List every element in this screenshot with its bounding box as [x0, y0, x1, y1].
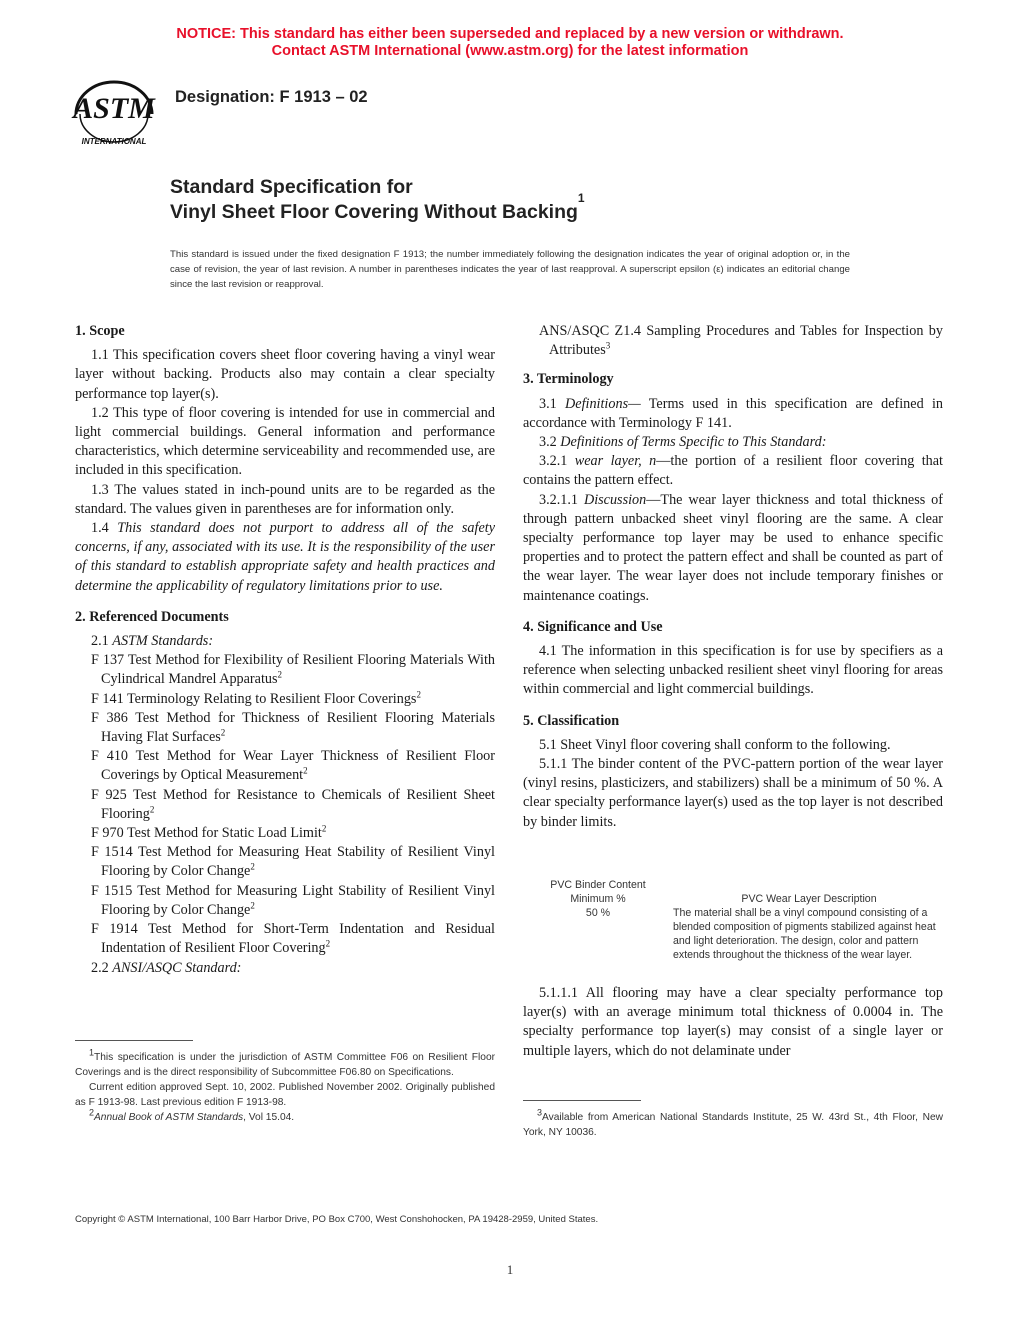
reference-fn: 2: [321, 823, 327, 834]
withdrawal-notice: [0, 26, 1020, 60]
reference-text: F 1515 Test Method for Measuring Light Stability of Resilient Vinyl Flooring by Color Change: [91, 882, 495, 918]
scope-1-4: [75, 519, 495, 596]
astm-standards-label: [75, 632, 495, 651]
classification-5-1: 5.1 Sheet Vinyl floor covering shall conform to the following.: [539, 736, 891, 753]
designation: Designation: F 1913 – 02: [175, 88, 368, 106]
page-number: 1: [506, 1262, 514, 1277]
footnote-1-text: This specification is under the jurisdiction of ASTM Committee F06 on Resilient Floor Coverings and is the direct responsibility of Subcommittee F06.80 on Specifications.: [75, 1052, 495, 1078]
term-3-2-term: Definitions of Terms Specific to This Standard:: [560, 434, 827, 451]
term-3-2-num: 3.2: [539, 434, 557, 451]
reference-item: [75, 690, 495, 709]
reference-fn: 2: [250, 861, 255, 872]
term-3-2-1-num: 3.2.1: [539, 453, 568, 470]
term-3-2-1-text: —the portion of a resilient floor covering that contains the pattern effect.: [523, 453, 943, 489]
reference-fn: 2: [325, 938, 331, 949]
document-title: [170, 175, 585, 225]
scope-1-4-text: This standard does not purport to address all of the safety concerns, if any, associated with its use. It is the responsibility of the user of this standard to establish appropriate safety and health practices and determine the applicability of regulatory limitations prior to use.: [75, 520, 495, 594]
section-heading-classification: 5. Classification: [523, 712, 620, 729]
table-col1-header-line1: PVC Binder Content: [550, 879, 646, 891]
scope-1-2: 1.2 This type of floor covering is intended for use in commercial and light commercial buildings. General information and performance characteristics, which determine serviceability and recommended use, are included in this specification.: [75, 404, 495, 479]
reference-fn: 2: [220, 727, 226, 738]
right-column-continued: [523, 984, 943, 1061]
title-footnote-ref: 1: [577, 191, 585, 205]
footnote-2-rest: , Vol 15.04.: [243, 1112, 295, 1123]
reference-fn: 2: [149, 804, 155, 815]
reference-list: [75, 651, 495, 958]
copyright: Copyright © ASTM International, 100 Barr Harbor Drive, PO Box C700, West Conshohocken, PA 19428-2959, United States.: [75, 1214, 599, 1225]
terminology-3-2-1-1: [523, 491, 943, 606]
table-col2-header: PVC Wear Layer Description: [741, 893, 877, 905]
section-heading-referenced: 2. Referenced Documents: [75, 608, 229, 625]
table-col1-header-line2: Minimum %: [570, 893, 626, 905]
section-heading-significance: 4. Significance and Use: [523, 618, 663, 635]
reference-text: F 141 Terminology Relating to Resilient Floor Coverings: [91, 690, 417, 707]
reference-item: [75, 882, 495, 920]
notice-line-2: Contact ASTM International (www.astm.org) for the latest information: [271, 43, 749, 59]
significance-4-1: 4.1 The information in this specification is for use by specifiers as a reference when selecting unbacked resilient sheet vinyl flooring for areas within commercial and light commercial buildings.: [523, 643, 943, 698]
reference-text: F 925 Test Method for Resistance to Chemicals of Resilient Sheet Flooring: [91, 786, 495, 822]
reference-text: F 1514 Test Method for Measuring Heat Stability of Resilient Vinyl Flooring by Color Change: [91, 844, 495, 880]
reference-text: F 386 Test Method for Thickness of Resilient Flooring Materials Having Flat Surfaces: [91, 709, 495, 746]
ansi-item-fn: 3: [605, 340, 611, 351]
scope-1-3: 1.3 The values stated in inch-pound units are to be regarded as the standard. The values given in parentheses are for information only.: [75, 481, 495, 517]
reference-text: F 1914 Test Method for Short-Term Indentation and Residual Indentation of Resilient Floor Covering: [91, 921, 495, 957]
scope-1-4-num: 1.4: [91, 520, 109, 537]
reference-item: [75, 651, 495, 689]
reference-fn: 2: [250, 900, 255, 911]
footnote-2-mark: 2: [89, 1107, 95, 1118]
term-3-1-term: Definitions—: [565, 395, 641, 412]
reference-fn: 2: [303, 765, 308, 776]
left-column: [75, 322, 495, 978]
issued-note: This standard is issued under the fixed designation F 1913; the number immediately following the designation indicates the year of original adoption or, in the case of revision, the year of last revision. A number in parentheses indicates the year of last reapproval. A superscript epsilon (ε) indicates an editorial change since the last revision or reapproval.: [170, 249, 850, 290]
term-3-2-1-1-text: —The wear layer thickness and total thickness of through pattern unbacked sheet vinyl flooring are the same. A clear specialty performance top layer may be used to enhance specific properties and to protect the pattern effect and shall be counted as part of the wear layer. The wear layer does not include temporary finishes or maintenance coatings.: [523, 491, 943, 604]
term-3-1-text: Terms used in this specification are defined in accordance with Terminology F 141.: [523, 395, 943, 431]
footnote-1b: Current edition approved Sept. 10, 2002. Published November 2002. Originally published as F 1913-98. Last previous edition F 1913-98.: [75, 1082, 495, 1108]
reference-item: [75, 747, 495, 785]
right-column: [523, 322, 943, 832]
reference-text: F 410 Test Method for Wear Layer Thickness of Resilient Floor Coverings by Optical Measurement: [91, 748, 495, 784]
logo-sub: INTERNATIONAL: [81, 137, 147, 146]
section-heading-terminology: 3. Terminology: [523, 371, 614, 388]
table-col1-header: [523, 878, 673, 920]
reference-fn: 2: [416, 688, 421, 699]
footnotes-right: [523, 1107, 943, 1140]
ansi-standard-text: ANSI/ASQC Standard:: [112, 959, 242, 976]
scope-1-1: 1.1 This specification covers sheet floor covering having a vinyl wear layer without backing. Products also may contain a clear specialty performance top layer(s).: [75, 347, 495, 402]
notice-line-1: NOTICE: This standard has either been superseded and replaced by a new version or withdrawn.: [176, 26, 844, 42]
reference-item: [75, 824, 495, 843]
footnote-3: [523, 1107, 943, 1140]
term-3-2-1-1-term: Discussion: [583, 491, 647, 508]
footnote-1: [75, 1047, 495, 1080]
title-line-2: Vinyl Sheet Floor Covering Without Backing: [170, 201, 578, 223]
classification-5-1-1: 5.1.1 The binder content of the PVC-pattern portion of the wear layer (vinyl resins, plasticizers, and stabilizers) shall be a minimum of 50 %. A clear specialty performance layer(s) used as the top layer is not described by binder limits.: [523, 756, 943, 830]
table-description: The material shall be a vinyl compound consisting of a blended composition of pigments stabilized against heat and light deterioration. The design, color and pattern extends throughout the thickness of the wear layer.: [673, 907, 936, 961]
footnote-3-mark: 3: [537, 1107, 543, 1118]
footnote-1-mark: 1: [89, 1047, 95, 1058]
footnote-rule-right: [523, 1100, 641, 1101]
astm-standards-num: 2.1: [91, 633, 109, 650]
table-value: 50 %: [585, 907, 611, 919]
footnote-2-title: Annual Book of ASTM Standards: [94, 1112, 244, 1123]
table-col2: [673, 892, 945, 962]
ansi-standard-label: [75, 959, 495, 978]
reference-item: [75, 709, 495, 747]
reference-item: [75, 843, 495, 881]
ansi-standard-num: 2.2: [91, 959, 109, 976]
terminology-3-2-1: [523, 452, 943, 490]
term-3-2-1-1-num: 3.2.1.1: [539, 491, 579, 508]
term-3-2-1-term: wear layer, n: [574, 453, 657, 470]
ansi-item: [523, 322, 943, 360]
astm-standards-text: ASTM Standards:: [112, 633, 214, 650]
terminology-3-2: [523, 433, 943, 452]
section-heading-scope: 1. Scope: [75, 323, 125, 339]
footnote-2: [75, 1107, 495, 1125]
reference-item: [75, 920, 495, 958]
reference-item: [75, 786, 495, 824]
classification-5-1-1-1: 5.1.1.1 All flooring may have a clear specialty performance top layer(s) with an average minimum total thickness of 0.0004 in. The specialty performance top layer(s) may consist of a single layer or multiple layers, which do not delaminate under: [523, 985, 943, 1059]
reference-fn: 2: [277, 669, 283, 680]
term-3-1-num: 3.1: [539, 395, 557, 412]
reference-text: F 970 Test Method for Static Load Limit: [91, 825, 322, 842]
footnote-rule-left: [75, 1040, 193, 1041]
terminology-3-1: [523, 395, 943, 433]
title-line-1: Standard Specification for: [170, 176, 413, 198]
footnotes-left: [75, 1047, 495, 1125]
ansi-item-text: ANS/ASQC Z1.4 Sampling Procedures and Tables for Inspection by Attributes: [539, 323, 943, 359]
astm-logo: [66, 74, 162, 150]
logo-mark: ASTM: [73, 92, 155, 125]
reference-text: F 137 Test Method for Flexibility of Resilient Flooring Materials With Cylindrical Mandrel Apparatus: [91, 652, 495, 688]
footnote-3-text: Available from American National Standards Institute, 25 W. 43rd St., 4th Floor, New York, NY 10036.: [523, 1112, 943, 1138]
